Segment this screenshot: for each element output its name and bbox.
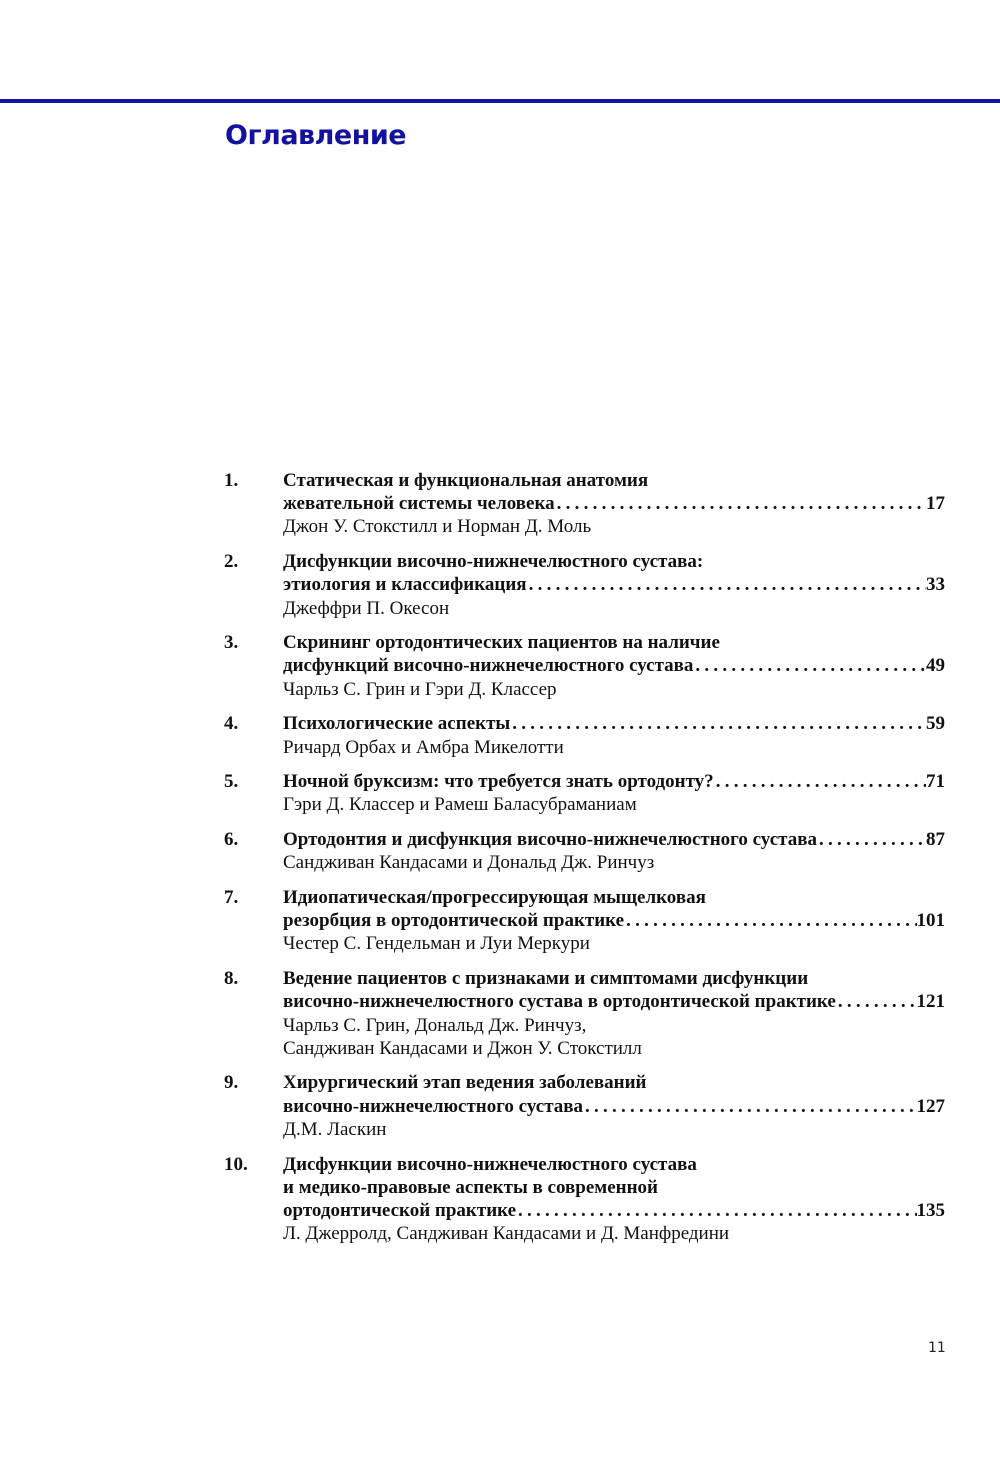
chapter-number: 1. xyxy=(224,470,239,491)
chapter-title-line: жевательной системы человека xyxy=(283,493,555,515)
chapter-page: 71 xyxy=(926,771,945,793)
chapter-number: 6. xyxy=(224,829,239,851)
dot-leader xyxy=(583,1095,916,1118)
chapter-authors: Гэри Д. Классер и Рамеш Баласубраманиам xyxy=(283,794,637,816)
chapter-title-line: ортодонтической практике xyxy=(283,1199,517,1221)
chapter-page: 135 xyxy=(916,1199,945,1221)
chapter-title-line: и медико-правовые аспекты в современной xyxy=(283,1176,658,1198)
chapter-authors: Д.М. Ласкин xyxy=(283,1118,387,1140)
chapter-title-line: Статическая и функциональная анатомия xyxy=(283,470,649,491)
chapter-authors: Сандживан Кандасами и Дональд Дж. Ринчуз xyxy=(283,852,655,874)
chapter-number: 5. xyxy=(224,771,239,793)
page-title: Оглавление xyxy=(225,120,407,151)
chapter-page: 17 xyxy=(926,493,945,515)
chapter-title-line: Психологические аспекты xyxy=(283,713,511,735)
chapter-title-line: резорбция в ортодонтической практике xyxy=(283,910,625,932)
chapter-title-line: височно-нижнечелюстного сустава в ортодонтической практике xyxy=(283,991,836,1013)
dot-leader xyxy=(527,573,926,596)
dot-leader xyxy=(516,1199,916,1222)
chapter-page: 121 xyxy=(916,991,945,1013)
chapter-title-line: дисфункций височно-нижнечелюстного сустава xyxy=(283,655,694,677)
chapter-title-line: височно-нижнечелюстного сустава xyxy=(283,1095,584,1117)
chapter-authors: Джон У. Стокстилл и Норман Д. Моль xyxy=(283,516,592,538)
chapter-title-line: этиология и классификация xyxy=(283,574,527,596)
toc-entry[interactable] xyxy=(224,886,945,956)
chapter-page: 33 xyxy=(926,574,945,596)
header-rule xyxy=(0,99,1000,103)
chapter-title-line: Идиопатическая/прогрессирующая мыщелковая xyxy=(283,887,706,909)
toc-entry[interactable] xyxy=(224,828,945,874)
chapter-number: 10. xyxy=(224,1153,248,1175)
chapter-authors: Л. Джерролд, Сандживан Кандасами и Д. Манфредини xyxy=(283,1223,730,1245)
chapter-authors: Чарльз С. Грин и Гэри Д. Классер xyxy=(283,678,557,700)
dot-leader xyxy=(555,492,926,515)
toc-entry[interactable] xyxy=(224,550,945,620)
chapter-title-line: Дисфункции височно-нижнечелюстного сустава: xyxy=(283,551,704,573)
chapter-page: 49 xyxy=(926,655,945,677)
chapter-number: 9. xyxy=(224,1072,239,1094)
chapter-title-line: Хирургический этап ведения заболеваний xyxy=(283,1072,647,1094)
toc-entry[interactable] xyxy=(224,631,945,701)
dot-leader xyxy=(836,990,917,1013)
dot-leader xyxy=(624,909,916,932)
chapter-title-line: Ведение пациентов с признаками и симптомами дисфункции xyxy=(283,968,809,990)
chapter-page: 101 xyxy=(916,910,945,932)
chapter-authors: Ричард Орбах и Амбра Микелотти xyxy=(283,736,564,758)
dot-leader xyxy=(510,712,926,735)
chapter-title-line: Дисфункции височно-нижнечелюстного сустава xyxy=(283,1153,697,1175)
chapter-number: 2. xyxy=(224,551,239,573)
chapter-number: 3. xyxy=(224,632,239,654)
page-number: 11 xyxy=(928,1340,946,1356)
toc-entry[interactable] xyxy=(224,1071,945,1141)
toc-entry[interactable] xyxy=(224,967,945,1060)
chapter-title-line: Ночной бруксизм: что требуется знать ортодонту? xyxy=(283,771,714,793)
dot-leader xyxy=(693,654,926,677)
chapter-number: 7. xyxy=(224,887,239,909)
table-of-contents xyxy=(224,469,945,1257)
chapter-authors: Честер С. Гендельман и Луи Меркури xyxy=(283,933,590,955)
chapter-title-line: Ортодонтия и дисфункция височно-нижнечелюстного сустава xyxy=(283,829,817,851)
toc-entry[interactable] xyxy=(224,1153,945,1246)
chapter-title-line: Скрининг ортодонтических пациентов на наличие xyxy=(283,632,720,654)
chapter-number: 4. xyxy=(224,713,239,735)
toc-entry[interactable] xyxy=(224,469,945,539)
chapter-page: 87 xyxy=(926,829,945,851)
chapter-authors: Джеффри П. Окесон xyxy=(283,597,450,619)
dot-leader xyxy=(714,770,926,793)
chapter-page: 127 xyxy=(916,1095,945,1117)
toc-entry[interactable] xyxy=(224,770,945,816)
chapter-page: 59 xyxy=(926,713,945,735)
chapter-authors: Сандживан Кандасами и Джон У. Стокстилл xyxy=(283,1037,642,1059)
dot-leader xyxy=(817,828,926,851)
chapter-number: 8. xyxy=(224,968,239,990)
chapter-authors: Чарльз С. Грин, Дональд Дж. Ринчуз, xyxy=(283,1014,587,1036)
toc-entry[interactable] xyxy=(224,712,945,758)
